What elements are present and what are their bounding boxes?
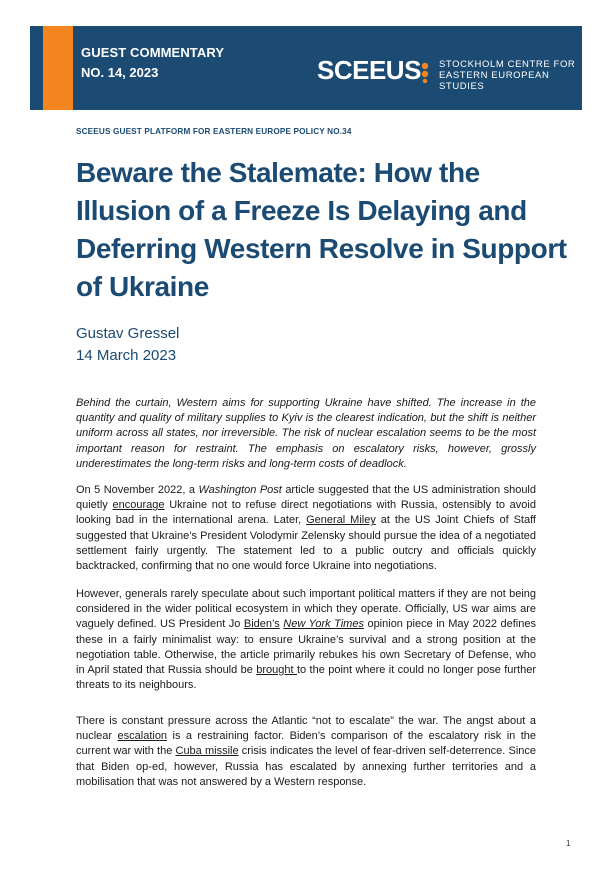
body-paragraph-1 — [76, 483, 536, 574]
abstract-paragraph: Behind the curtain, Western aims for supporting Ukraine have shifted. The increase in the quantity and quality of military supplies to Kyiv is the clearest indication, but the shift is neither uniform across all states, nor irreversible. The risk of nuclear escalation seems to be the most important reason for restraint. The emphasis on escalatory risks, however, grossly underestimates the long-term risks and long-term costs of deadlock. — [76, 397, 536, 470]
orange-accent-bar — [43, 26, 73, 110]
body-paragraph-2 — [76, 587, 536, 693]
p3-text-c: is a restraining factor. Biden’s comparison of the escalatory risk in the current war with the — [76, 730, 536, 758]
p1-text-c: article suggested that the US administration should quietly — [76, 484, 536, 512]
header-banner — [30, 26, 582, 110]
logo-wordmark: SCEEUS — [317, 55, 421, 85]
author-name: Gustav Gressel — [76, 325, 180, 342]
page-number: 1 — [566, 839, 571, 848]
logo-tagline-line1: STOCKHOLM CENTRE FOR — [439, 59, 576, 70]
p2-text-g: to the point where it could no longer pose further threats to its neighbours. — [76, 664, 536, 692]
link-bidens[interactable]: Biden’s — [243, 618, 280, 631]
platform-kicker: SCEEUS GUEST PLATFORM FOR EASTERN EUROPE POLICY NO.34 — [76, 127, 352, 136]
issue-number: NO. 14, 2023 — [81, 65, 159, 80]
p3-text-e: crisis indicates the level of fear-driven self-deterrence. Since that Biden op-ed, however, Russia has escalated by annexing further territories and a mobilisation that was not answered by a Western response. — [76, 745, 536, 788]
p1-text-g: at the US Joint Chiefs of Staff suggested that Ukraine’s President Volodymir Zelensky should pursue the idea of a negotiated settlement fairly urgently. The statement led to a public outcry and officials quickly backtracked, confirming that no one would force Ukraine into negotiations. — [76, 514, 536, 573]
p1-publication-name: Washington Post — [198, 484, 282, 496]
series-label: GUEST COMMENTARY — [81, 45, 225, 60]
link-brought[interactable]: brought — [256, 664, 297, 677]
p1-text-a: On 5 November 2022, a — [76, 484, 199, 496]
page-title: Beware the Stalemate: How the Illusion of a Freeze Is Delaying and Deferring Western Resolve in Support of Ukraine — [76, 157, 567, 302]
p2-text-a: However, generals rarely speculate about such important political matters if they are not being considered in the wider political ecosystem in which they operate. Officially, US war aims are vaguely defined. US President Jo — [76, 588, 536, 631]
p1-text-e: Ukraine not to refuse direct negotiations with Russia, ostensibly to avoid looking bad in the international arena. Later, — [76, 499, 536, 527]
logo-mark-icon — [418, 60, 432, 84]
link-escalation[interactable]: escalation — [117, 730, 168, 743]
sceeus-logo — [317, 55, 577, 92]
publication-date: 14 March 2023 — [76, 347, 177, 364]
link-general-miley[interactable]: General Miley — [306, 514, 376, 527]
p3-text-a: There is constant pressure across the Atlantic “not to escalate” the war. The angst about a nuclear — [76, 715, 536, 743]
link-new-york-times[interactable]: New York Times — [283, 618, 364, 631]
p2-text-e: opinion piece in May 2022 defines these in a fairly minimalist way: to ensure Ukraine’s survival and a strong position at the negotiation table. Otherwise, the article primarily rebukes his own Secretary of Defense, who in April stated that Russia should be — [76, 618, 536, 677]
body-paragraph-3 — [76, 714, 536, 790]
link-encourage[interactable]: encourage — [112, 499, 165, 512]
logo-tagline — [439, 59, 577, 92]
logo-tagline-line2: EASTERN EUROPEAN STUDIES — [439, 70, 550, 92]
link-cuba-missile[interactable]: Cuba missile — [175, 745, 239, 758]
